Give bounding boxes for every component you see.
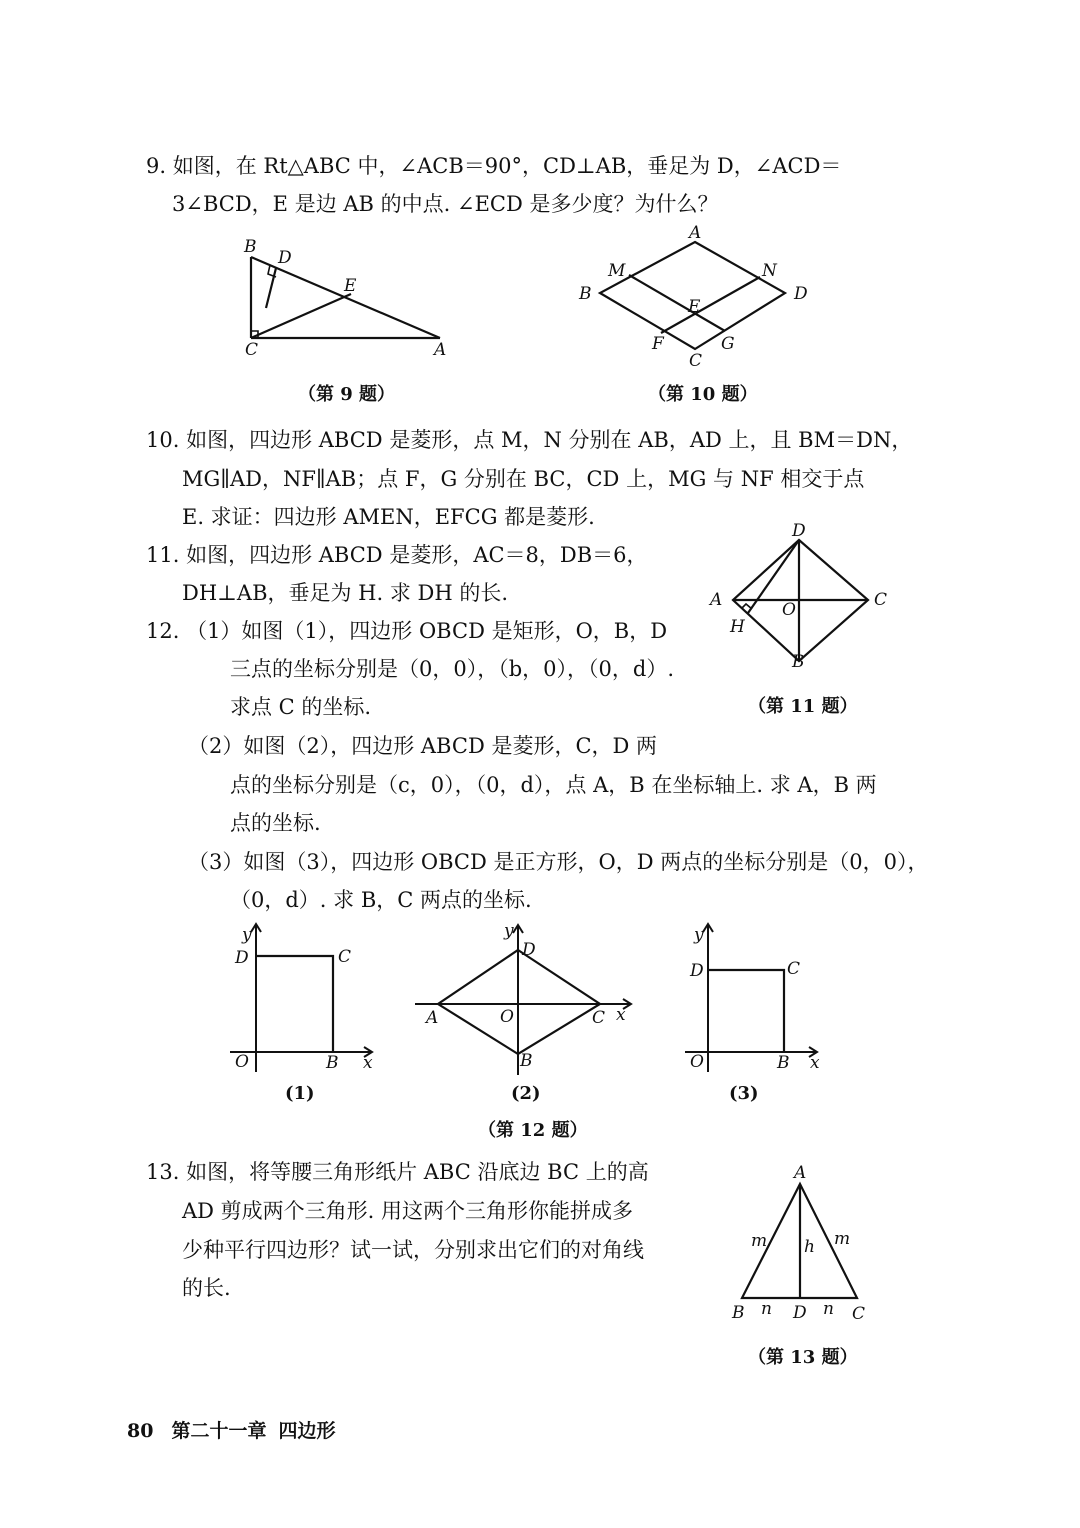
q10-label-g: G <box>721 334 735 354</box>
q10-label-a: A <box>689 223 702 243</box>
q12-part1-line-3: 求点 C 的坐标. <box>230 695 372 719</box>
q13-label-b: B <box>732 1303 745 1323</box>
q11-line-2: DH⊥AB，垂足为 H. 求 DH 的长. <box>182 581 509 605</box>
q10-figure <box>570 222 820 372</box>
q13-caption: （第 13 题） <box>748 1347 858 1368</box>
q10-line-2: MG∥AD，NF∥AB；点 F，G 分别在 BC，CD 上，MG 与 NF 相交于点 <box>182 467 865 491</box>
q13-line-1: 13. 如图，将等腰三角形纸片 ABC 沿底边 BC 上的高 <box>146 1160 649 1184</box>
q11-figure <box>700 520 900 680</box>
q9-segment-ce <box>251 294 351 338</box>
q10-caption: （第 10 题） <box>648 384 758 405</box>
q13-figure <box>720 1158 890 1328</box>
q9-figure <box>230 228 470 368</box>
q12-fig2-label-b: B <box>520 1051 533 1071</box>
q9-line-2: 3∠BCD，E 是边 AB 的中点. ∠ECD 是多少度？为什么？ <box>172 192 719 216</box>
q12-fig1-label-c: C <box>338 947 352 967</box>
q12-part3-line-2: （0，d）. 求 B，C 两点的坐标. <box>230 888 532 912</box>
q11-label-d: D <box>792 521 806 541</box>
q12-figure-3 <box>680 920 840 1080</box>
q9-label-b: B <box>244 237 257 257</box>
q13-label-m-right: m <box>834 1229 851 1249</box>
chapter-title: 四边形 <box>278 1420 336 1442</box>
q11-label-c: C <box>874 590 888 610</box>
q13-label-c: C <box>852 1304 866 1324</box>
q12-fig2-label-x: x <box>616 1005 626 1025</box>
q12-part2-line-3: 点的坐标. <box>230 811 321 835</box>
q12-fig1-label-d: D <box>235 948 249 968</box>
q9-label-d: D <box>278 248 292 268</box>
q13-line-3: 少种平行四边形？试一试，分别求出它们的对角线 <box>182 1238 644 1262</box>
q13-line-4: 的长. <box>182 1276 231 1300</box>
q12-fig2-label-d: D <box>522 940 536 960</box>
q12-fig2-label-c: C <box>592 1008 606 1028</box>
q12-fig3-label-o: O <box>690 1052 704 1072</box>
q13-label-d: D <box>793 1303 807 1323</box>
q12-sub-caption-1: (1) <box>285 1083 315 1104</box>
q12-fig1-label-y: y <box>242 925 252 945</box>
q12-fig2-label-y: y <box>504 921 514 941</box>
q12-caption: （第 12 题） <box>478 1120 588 1141</box>
q12-fig3-label-x: x <box>810 1053 820 1073</box>
q12-part1-line-1: 12. （1）如图（1），四边形 OBCD 是矩形，O，B，D <box>146 619 668 643</box>
q10-line-1: 10. 如图，四边形 ABCD 是菱形，点 M，N 分别在 AB，AD 上，且 BM＝DN， <box>146 428 913 452</box>
q12-figure-2 <box>410 920 640 1080</box>
q11-label-b: B <box>792 652 805 672</box>
q9-label-c: C <box>245 340 259 360</box>
q10-label-b: B <box>579 284 592 304</box>
q12-sub-caption-2: (2) <box>511 1083 541 1104</box>
q13-label-a: A <box>794 1163 807 1183</box>
q13-label-n-left: n <box>761 1299 772 1319</box>
q10-segment-mg <box>629 275 725 331</box>
q12-sub-caption-3: (3) <box>729 1083 759 1104</box>
q12-fig1-rectangle <box>256 956 333 1052</box>
q13-label-n-right: n <box>823 1299 834 1319</box>
q12-part2-line-1: （2）如图（2），四边形 ABCD 是菱形，C，D 两 <box>188 734 658 758</box>
q12-fig1-label-o: O <box>235 1052 249 1072</box>
q11-caption: （第 11 题） <box>748 696 858 717</box>
page-footer <box>127 1416 335 1443</box>
q10-label-f: F <box>652 334 664 354</box>
q12-part1-line-2: 三点的坐标分别是（0，0），（b，0），（0，d）. <box>230 657 675 681</box>
q11-line-1: 11. 如图，四边形 ABCD 是菱形，AC＝8，DB＝6， <box>146 543 648 567</box>
chapter-number: 第二十一章 <box>171 1420 267 1442</box>
q10-label-m: M <box>608 261 626 281</box>
q12-fig1-label-x: x <box>363 1053 373 1073</box>
q12-fig3-label-y: y <box>694 925 704 945</box>
q12-fig3-square <box>708 970 784 1052</box>
q12-part3-line-1: （3）如图（3），四边形 OBCD 是正方形，O，D 两点的坐标分别是（0，0）， <box>188 850 929 874</box>
q12-figure-1 <box>225 920 385 1080</box>
q11-label-o: O <box>782 600 796 620</box>
q10-segment-nf <box>661 277 760 333</box>
q10-label-e: E <box>688 297 701 317</box>
page-number: 80 <box>127 1420 154 1442</box>
q13-label-m-left: m <box>751 1231 768 1251</box>
q9-line-1: 9. 如图，在 Rt△ABC 中，∠ACB＝90°，CD⊥AB，垂足为 D，∠ACD＝ <box>146 154 842 178</box>
q9-caption: （第 9 题） <box>298 384 396 405</box>
q12-fig1-label-b: B <box>326 1053 339 1073</box>
q12-fig2-label-o: O <box>500 1007 514 1027</box>
q10-label-c: C <box>689 351 703 371</box>
q12-fig3-label-d: D <box>690 961 704 981</box>
q12-fig3-label-c: C <box>787 959 801 979</box>
q12-part2-line-2: 点的坐标分别是（c，0），（0，d），点 A，B 在坐标轴上. 求 A，B 两 <box>230 773 877 797</box>
q12-fig3-label-b: B <box>777 1053 790 1073</box>
q11-label-h: H <box>730 617 745 637</box>
q10-label-d: D <box>794 284 808 304</box>
q9-label-a: A <box>434 340 447 360</box>
q9-label-e: E <box>344 276 357 296</box>
q13-label-h: h <box>804 1237 815 1257</box>
q10-line-3: E. 求证：四边形 AMEN，EFCG 都是菱形. <box>182 505 595 529</box>
q10-label-n: N <box>762 261 777 281</box>
q13-line-2: AD 剪成两个三角形. 用这两个三角形你能拼成多 <box>182 1199 634 1223</box>
q12-fig2-label-a: A <box>426 1008 439 1028</box>
q10-rhombus-abcd <box>600 242 785 349</box>
q11-label-a: A <box>710 590 723 610</box>
